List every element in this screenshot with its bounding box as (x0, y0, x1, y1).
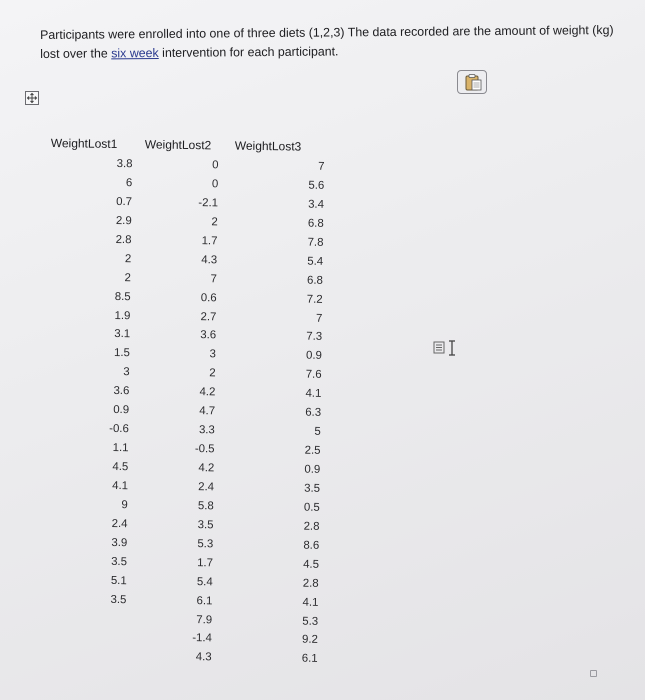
table-cell: 5.4 (196, 575, 213, 588)
table-cell: 8.6 (303, 539, 320, 552)
table-cell: 4.1 (305, 387, 322, 401)
table-cell: 1.5 (113, 347, 130, 360)
table-cell: -1.4 (192, 632, 212, 645)
table-cell: 2 (124, 252, 132, 265)
table-cell: 0.9 (113, 404, 130, 417)
table-cell: 1.7 (197, 556, 214, 570)
table-cell: 7.3 (306, 331, 323, 344)
table-cell: 4.3 (201, 253, 218, 267)
table-cell: 6.3 (305, 406, 322, 420)
table-cell: 5.6 (308, 179, 325, 192)
description-text (40, 21, 620, 64)
table-cell: 0.9 (304, 463, 321, 476)
table-cell: 6.1 (301, 652, 318, 666)
table-cell: 5.1 (110, 574, 127, 587)
table-cell: 2.5 (304, 444, 321, 457)
table-cell: 7.8 (307, 236, 324, 249)
table-cell: 3.5 (197, 518, 214, 532)
six-week-link[interactable]: six week (111, 45, 159, 61)
table-cell: 4.2 (198, 462, 215, 475)
table-cell: 9 (121, 498, 128, 512)
table-cell: 2.4 (111, 517, 128, 530)
table-cell: 0.6 (200, 291, 217, 304)
table-cell: 3.5 (110, 593, 127, 606)
table-cell: 2.9 (115, 214, 132, 228)
header-weightlost1: WeightLost1 (50, 136, 118, 151)
table-cell: 1.1 (112, 442, 129, 455)
text-cursor-icon (433, 339, 463, 357)
table-cell: 2.8 (302, 577, 319, 590)
table-cell: 7.2 (306, 293, 323, 306)
table-cell: 3.8 (116, 157, 133, 171)
table-cell: 1.9 (114, 309, 131, 322)
table-cell: 0.7 (116, 195, 133, 209)
table-cell: 5.4 (307, 255, 324, 268)
table-cell: 7 (210, 272, 218, 286)
corner-mark (590, 670, 597, 677)
description-text-before-link: Participants were enrolled into one of three diets (1,2,3) The data recorded are the amount of weight (kg) lost over the (40, 22, 614, 61)
table-cell: 3.4 (308, 198, 325, 211)
table-cell: 3.6 (113, 385, 130, 398)
table-cell: -2.1 (198, 196, 219, 210)
table-cell: 0.5 (303, 501, 320, 514)
table-cell: 6.1 (196, 594, 213, 607)
header-weightlost2: WeightLost2 (144, 137, 212, 153)
table-cell: 3.3 (198, 424, 215, 437)
clipboard-icon (464, 74, 482, 91)
table-cell: -0.5 (194, 443, 215, 456)
column-weightlost3 (272, 157, 325, 669)
table-cell: 8.5 (114, 290, 131, 303)
table-cell: 7.9 (196, 613, 213, 626)
table-cell: 4.5 (112, 460, 129, 474)
table-cell: 6.8 (306, 274, 324, 287)
table-cell: 2 (209, 367, 216, 380)
table-cell: 2.4 (198, 481, 215, 494)
table-cell: 3.6 (200, 329, 217, 342)
column-weightlost2 (168, 156, 219, 668)
table-cell: 2.8 (115, 233, 132, 246)
table-cell: 0.9 (305, 350, 322, 363)
paste-options-button[interactable] (457, 70, 487, 94)
table-cell: 3.5 (111, 555, 128, 568)
table-cell: 3.5 (304, 482, 321, 495)
table-cell: 3.1 (114, 328, 131, 341)
table-cell: 3 (123, 366, 130, 379)
move-arrows-icon (26, 92, 38, 104)
table-cell: 7.6 (305, 368, 322, 382)
table-cell: 5.8 (197, 500, 214, 513)
table-cell: 3 (209, 348, 216, 361)
table-cell: 6.8 (307, 217, 324, 230)
table-cell: 4.5 (303, 558, 320, 571)
table-cell: 2 (124, 271, 132, 284)
table-cell: 3.9 (111, 536, 128, 549)
table-cell: 7 (315, 312, 323, 325)
table-cell: 2 (211, 216, 218, 229)
table-cell: -0.6 (109, 423, 129, 436)
table-cell: 0 (211, 178, 219, 191)
table-cell: 5.3 (302, 615, 319, 628)
table-move-handle[interactable] (25, 91, 39, 105)
table-cell: 0 (212, 159, 219, 172)
table-cell: 2.7 (200, 310, 217, 323)
header-weightlost3: WeightLost3 (234, 138, 302, 154)
table-cell: 1.7 (201, 234, 218, 248)
table-cell: 5 (314, 425, 321, 438)
table-cell: 7 (318, 160, 325, 173)
table-cell: 4.3 (195, 651, 212, 664)
table-cell: 9.2 (301, 634, 318, 647)
table-cell: 2.8 (303, 520, 320, 533)
description-text-after-link: intervention for each participant. (158, 44, 339, 60)
table-cell: 5.3 (197, 537, 214, 551)
table-cell: 4.1 (302, 596, 319, 609)
weight-loss-table (40, 130, 347, 664)
column-weightlost1 (80, 155, 132, 610)
table-cell: 4.1 (112, 479, 129, 493)
table-cell: 4.7 (199, 405, 216, 418)
table-cell: 4.2 (199, 386, 216, 399)
table-cell: 6 (125, 177, 133, 190)
